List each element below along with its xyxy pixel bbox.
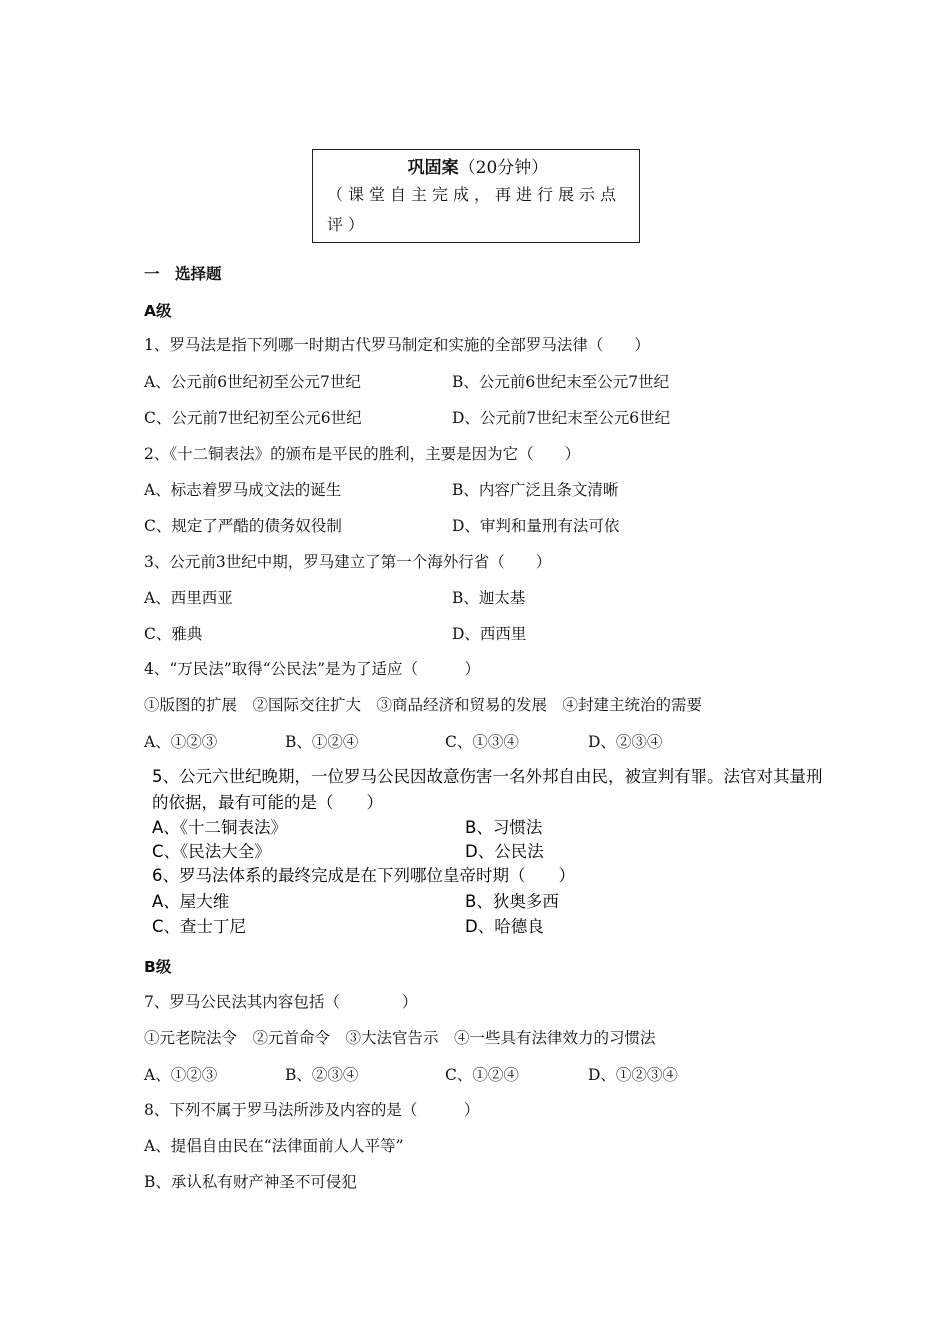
question-3-option-a: A、西里西亚: [144, 589, 233, 607]
question-5-option-b: B、习惯法: [465, 818, 543, 837]
question-1-option-a: A、公元前6世纪初至公元7世纪: [144, 373, 361, 391]
question-3-option-c: C、雅典: [144, 625, 203, 643]
question-2-option-c: C、规定了严酷的债务奴役制: [144, 517, 342, 535]
question-4-option-b: B、①②④: [285, 733, 359, 751]
title-box: [312, 149, 640, 243]
title-time: （20分钟）: [458, 158, 549, 178]
question-4-option-c: C、①③④: [445, 733, 519, 751]
question-2-option-b: B、内容广泛且条文清晰: [452, 481, 619, 499]
question-7-option-c: C、①②④: [445, 1066, 519, 1084]
level-a-heading: A级: [144, 302, 172, 320]
question-5-option-a: A、《十二铜表法》: [152, 818, 288, 837]
question-4-stem: 4、“万民法”取得“公民法”是为了适应（ ）: [144, 660, 481, 678]
question-6-stem: 6、罗马法体系的最终完成是在下列哪位皇帝时期（ ）: [152, 866, 575, 885]
question-4-items: ①版图的扩展 ②国际交往扩大 ③商品经济和贸易的发展 ④封建主统治的需要: [144, 696, 703, 714]
question-1-stem: 1、罗马法是指下列哪一时期古代罗马制定和实施的全部罗马法律（ ）: [144, 336, 650, 354]
question-8-option-a: A、提倡自由民在“法律面前人人平等”: [144, 1137, 404, 1155]
question-5-option-d: D、公民法: [465, 842, 544, 861]
question-1-option-c: C、公元前7世纪初至公元6世纪: [144, 409, 362, 427]
question-2-option-a: A、标志着罗马成文法的诞生: [144, 481, 342, 499]
question-6-option-a: A、屋大维: [152, 892, 230, 911]
question-6-option-c: C、查士丁尼: [152, 917, 247, 936]
question-6-option-d: D、哈德良: [465, 917, 544, 936]
question-1-option-d: D、公元前7世纪末至公元6世纪: [452, 409, 671, 427]
question-2-stem: 2、《十二铜表法》的颁布是平民的胜利，主要是因为它（ ）: [144, 445, 581, 463]
question-3-option-b: B、迦太基: [452, 589, 526, 607]
question-4-option-d: D、②③④: [588, 733, 663, 751]
title-bold: 巩固案: [407, 158, 459, 178]
question-3-option-d: D、西西里: [452, 625, 527, 643]
question-5-stem: 5、公元六世纪晚期，一位罗马公民因故意伤害一名外邦自由民，被宣判有罪。法官对其量刑的依据，最有可能的是（ ）: [152, 767, 823, 812]
question-3-stem: 3、公元前3世纪中期，罗马建立了第一个海外行省（ ）: [144, 553, 552, 571]
question-7-option-b: B、②③④: [285, 1066, 359, 1084]
question-7-items: ①元老院法令 ②元首命令 ③大法官告示 ④一些具有法律效力的习惯法: [144, 1029, 656, 1047]
question-1-option-b: B、公元前6世纪末至公元7世纪: [452, 373, 670, 391]
question-7-option-d: D、①②③④: [588, 1066, 678, 1084]
question-8-stem: 8、下列不属于罗马法所涉及内容的是（ ）: [144, 1101, 480, 1119]
question-6-option-b: B、狄奥多西: [465, 892, 559, 911]
question-8-option-b: B、承认私有财产神圣不可侵犯: [144, 1173, 357, 1191]
question-4-option-a: A、①②③: [144, 733, 218, 751]
question-7-option-a: A、①②③: [144, 1066, 218, 1084]
question-2-option-d: D、审判和量刑有法可依: [452, 517, 620, 535]
question-5-option-c: C、《民法大全》: [152, 842, 271, 861]
section-heading: 一 选择题: [144, 265, 222, 283]
level-b-heading: B级: [144, 958, 172, 976]
title-line: [327, 156, 629, 180]
title-note: （课堂自主完成，再进行展示点评）: [327, 185, 622, 234]
question-7-stem: 7、罗马公民法其内容包括（ ）: [144, 993, 418, 1011]
